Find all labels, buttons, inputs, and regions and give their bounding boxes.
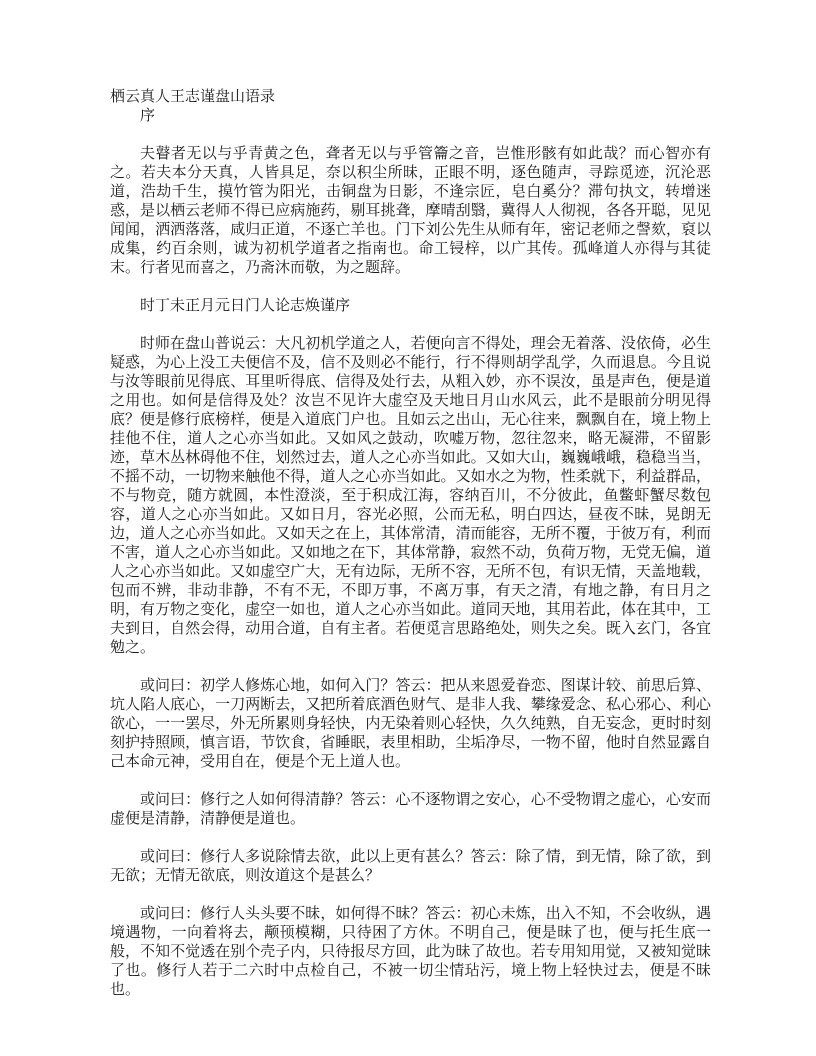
text-content [110,88,711,1000]
paragraph-qa-clarity-stillness: 或问曰：修行之人如何得清静？答云：心不逐物谓之安心，心不受物谓之虚心，心安而虚便是清静，清静便是道也。 [110,792,711,827]
paragraph-qa-not-being-obscured: 或问曰：修行人头头要不昧，如何得不昧？答云：初心未炼，出入不知，不会收纵，遇境遇物，一向着将去，颟顸模糊，只待困了方休。不明自己，便是昧了也，便与托生底一般，不知不觉透在别个壳子内，只待报尽方回，此为昧了故也。若专用知用觉，又被知觉昧了也。修行人若于二六时中点检自己，不被一切尘情玷污，境上物上轻快过去，便是不昧也。 [110,906,711,998]
paragraph-qa-removing-desire: 或问曰：修行人多说除情去欲，此以上更有甚么？答云：除了情，到无情，除了欲，到无欲；无情无欲底，则汝道这个是甚么？ [110,849,711,884]
section-heading-preface: 序 [140,108,156,124]
paragraph-panshan-sermon: 时师在盘山普说云：大凡初机学道之人，若便向言不得处，理会无着落、没依倚，必生疑惑，为心上没工夫便信不及，信不及则必不能行，行不得则胡学乱学，久而退息。今且说与汝等眼前见得底、耳里听得底、信得及处行去，从粗入妙，亦不误汝，虽是声色，便是道之用也。如何是信得及处？汝岂不见许大虚空及天地日月山水风云，此不是眼前分明见得底？便是修行底榜样，便是入道底门户也。且如云之出山，无心往来，飘飘自在，境上物上挂他不住，道人之心亦当如此。又如风之鼓动，吹嘘万物，忽往忽来，略无凝滞，不留影迹，草木丛林碍他不住，划然过去，道人之心亦当如此。又如大山，巍巍峨峨，稳稳当当，不摇不动，一切物来触他不得，道人之心亦当如此。又如水之为物，性柔就下，利益群品，不与物竞，随方就圆，本性澄淡，至于积成江海，容纳百川，不分彼此，鱼鳖虾蟹尽数包容，道人之心亦当如此。又如日月，容光必照，公而无私，明白四达，昼夜不昧，晃朗无边，道人之心亦当如此。又如天之在上，其体常清，清而能容，无所不覆，于彼万有，利而不害，道人之心亦当如此。又如地之在下，其体常静，寂然不动，负荷万物，无党无偏，道人之心亦当如此。又如虚空广大，无有边际，无所不容，无所不包，有识无情，天盖地载，包而不辨，非动非静，不有不无，不即万事，不离万事，有天之清，有地之静，有日月之明，有万物之变化，虚空一如也，道人之心亦当如此。道同天地，其用若此，体在其中，工夫到日，自然会得，动用合道，自有主者。若便觅言思路绝处，则失之矣。既入玄门，各宜勉之。 [110,336,711,656]
preface-signature: 时丁未正月元日门人论志焕谨序 [140,298,351,314]
paragraph-qa-entering-the-gate: 或问曰：初学人修炼心地，如何入门？答云：把从来恩爱眷恋、图谋计较、前思后算、坑人陷人底心，一刀两断去，又把所着底酒色财气、是非人我、攀缘爱念、私心邪心、利心欲心，一一罢尽，外无所累则身轻快，内无染着则心轻快，久久纯熟，自无妄念，更时时刻刻护持照顾，慎言语，节饮食，省睡眠，表里相助，尘垢净尽，一物不留，他时自然显露自己本命元神，受用自在，便是个无上道人也。 [110,678,711,770]
document-title: 栖云真人王志谨盘山语录 [110,89,276,105]
preface-paragraph: 夫瞽者无以与乎青黄之色，聋者无以与乎管籥之音，岂惟形骸有如此哉？而心智亦有之。若夫本分天真，人皆具足，奈以积尘所昧，正眼不明，逐色随声，寻踪觅迹，沉沦恶道，浩劫千生，摸竹管为阳光，击铜盘为日影，不逢宗匠，皂白奚分？滞句执文，转增迷惑，是以栖云老师不得已应病施药，剔耳挑聋，摩晴刮翳，冀得人人彻视，各各开聪，见见闻闻，洒洒落落，咸归正道，不逐亡羊也。门下刘公先生从师有年，密记老师之謦欬，裒以成集，约百余则，诚为初机学道者之指南也。命工锓梓，以广其传。孤峰道人亦得与其徒末。行者见而喜之，乃斋沐而敬，为之题辞。 [110,146,711,276]
